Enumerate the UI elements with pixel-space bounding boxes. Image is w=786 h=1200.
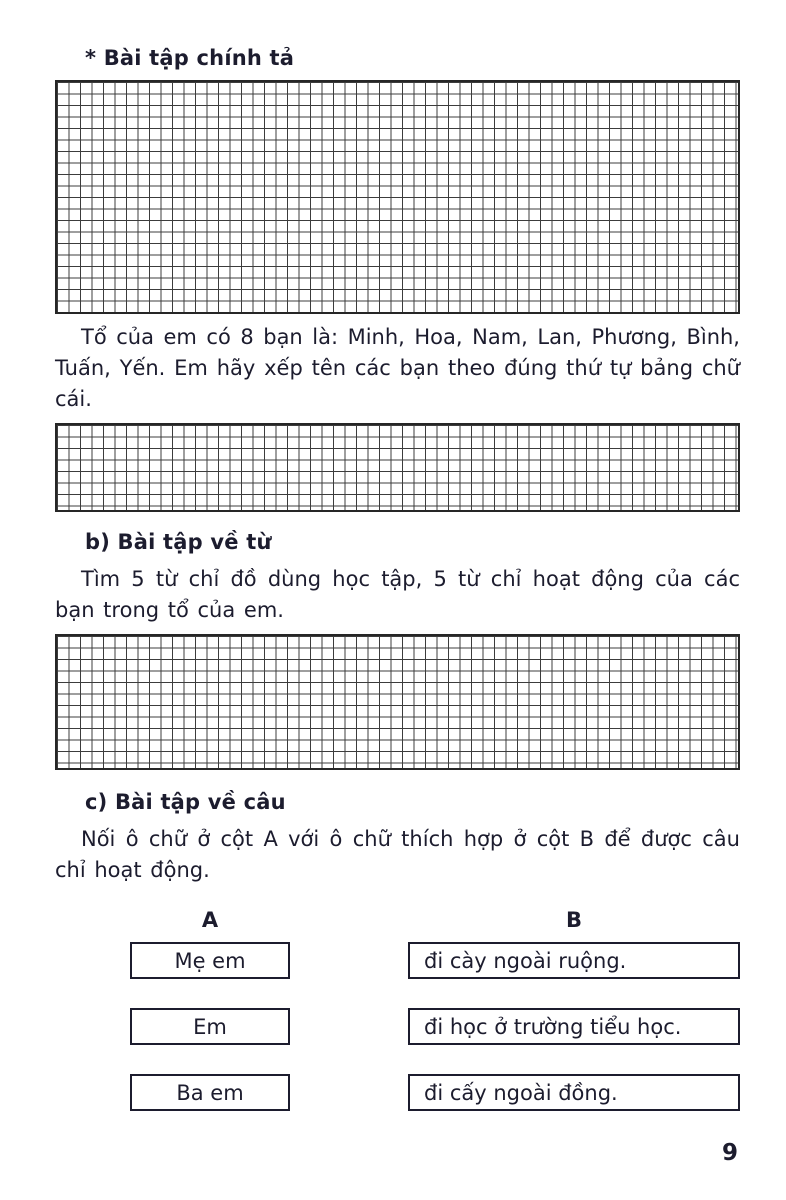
match-row xyxy=(55,1008,740,1045)
heading-spelling-exercise: * Bài tập chính tả xyxy=(85,46,295,70)
heading-vocabulary-exercise: b) Bài tập về từ xyxy=(85,529,272,554)
match-box-b-2: đi học ở trường tiểu học. xyxy=(408,1008,740,1045)
match-box-b-1: đi cày ngoài ruộng. xyxy=(408,942,740,979)
heading-sentence-exercise: c) Bài tập về câu xyxy=(85,790,286,814)
match-row xyxy=(55,1074,740,1111)
match-box-b-3: đi cấy ngoài đồng. xyxy=(408,1074,740,1111)
match-column-headers xyxy=(55,908,740,932)
writing-grid-spelling xyxy=(55,80,740,314)
page-number: 9 xyxy=(721,1140,738,1166)
column-a-header: A xyxy=(201,908,219,932)
column-b-header: B xyxy=(565,908,582,932)
paragraph-vocabulary-task: Tìm 5 từ chỉ đồ dùng học tập, 5 từ chỉ hoạt động của các bạn trong tổ của em. xyxy=(55,566,740,622)
match-box-a-1: Mẹ em xyxy=(130,942,290,979)
writing-grid-names xyxy=(55,423,740,512)
match-row xyxy=(55,942,740,979)
paragraph-spelling-task: Tổ của em có 8 bạn là: Minh, Hoa, Nam, Lan, Phương, Bình, Tuấn, Yến. Em hãy xếp tên các bạn theo đúng thứ tự bảng chữ cái. xyxy=(55,324,740,411)
match-box-a-3: Ba em xyxy=(130,1074,290,1111)
paragraph-sentence-task: Nối ô chữ ở cột A với ô chữ thích hợp ở cột B để được câu chỉ hoạt động. xyxy=(55,827,740,882)
writing-grid-vocabulary xyxy=(55,634,740,770)
match-box-a-2: Em xyxy=(130,1008,290,1045)
matching-exercise xyxy=(55,908,740,1140)
